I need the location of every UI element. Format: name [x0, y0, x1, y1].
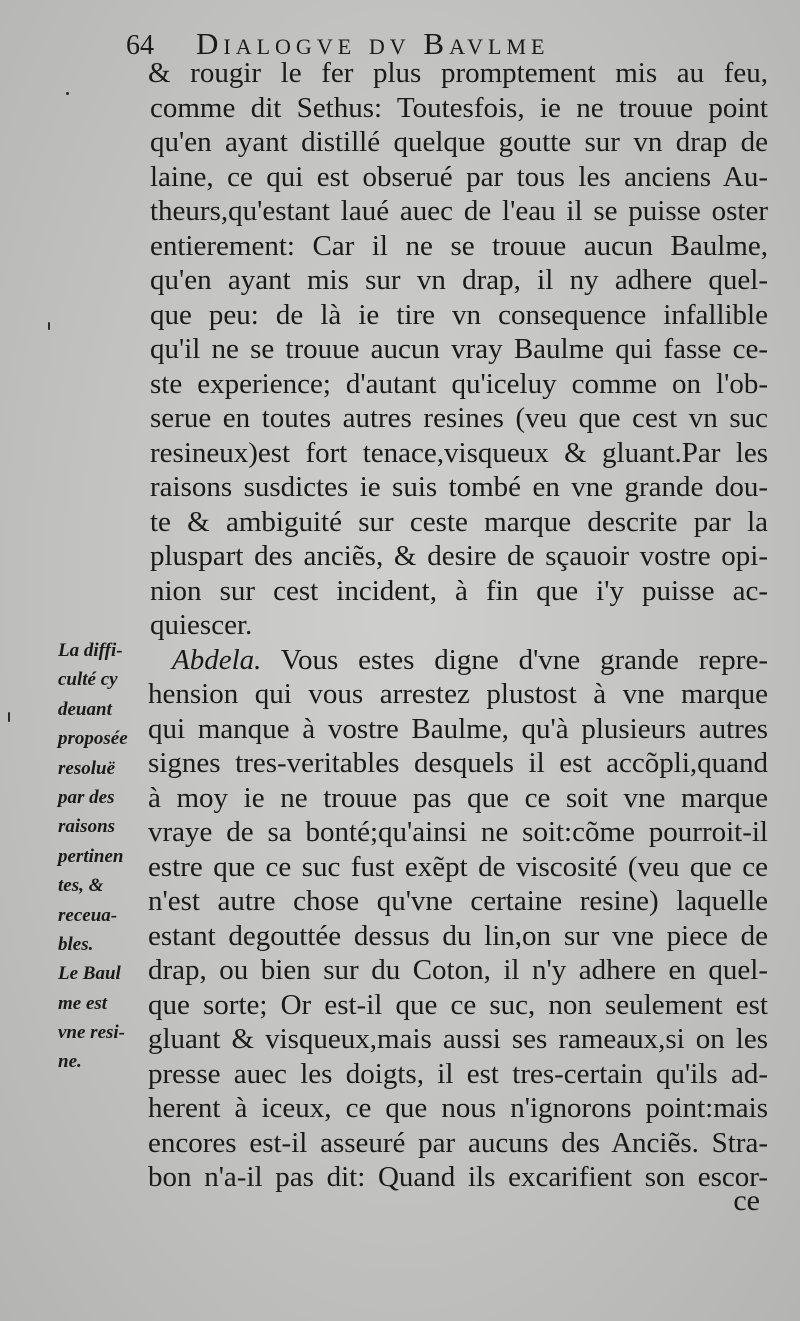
- speech-first-line: Vous estes digne d'vne grande repre-: [280, 643, 768, 676]
- speech-line: bon n'a-il pas dit: Quand ils excarifient son escor-: [148, 1161, 768, 1193]
- speech-line: herent à iceux, ce que nous n'ignorons point:mais: [148, 1092, 768, 1124]
- speech-line: vraye de sa bonté;qu'ainsi ne soit:cõme pourroit-il: [148, 816, 768, 848]
- margin-note-line: La diffi-: [58, 640, 123, 661]
- text-line: serue en toutes autres resines (veu que cest vn suc: [150, 402, 768, 434]
- main-text-block: [128, 56, 768, 1195]
- speaker-name: Abdela.: [172, 643, 262, 676]
- speech-line: estre que ce suc fust exẽpt de viscosité (veu que ce: [148, 850, 768, 883]
- catchword: ce: [733, 1184, 760, 1217]
- speech-line: signes tres-veritables desquels il est accõpli,quand: [148, 747, 768, 779]
- margin-note-line: Le Baul: [58, 963, 121, 985]
- text-line: qu'il ne se trouue aucun vray Baulme qui fasse ce-: [150, 333, 768, 365]
- speech-line: estant degouttée dessus du lin,on sur vne piece de: [148, 919, 768, 952]
- margin-note-line: proposée: [58, 728, 128, 750]
- ink-speck: [8, 712, 10, 722]
- text-line: qu'en ayant distillé quelque goutte sur vn drap de: [150, 126, 768, 158]
- text-line: te & ambiguité sur ceste marque descrite par la: [150, 505, 768, 538]
- page-number: 64: [126, 30, 154, 61]
- margin-note-line: me est: [58, 992, 108, 1014]
- text-line: resineux)est fort tenace,visqueux & gluant.Par les: [150, 436, 768, 469]
- margin-note-line: pertinen: [58, 845, 124, 867]
- text-line: raisons susdictes ie suis tombé en vne grande dou-: [150, 471, 768, 503]
- margin-note-line: bles.: [58, 933, 94, 955]
- speech-opening-line: [128, 643, 768, 678]
- speech-line: gluant & visqueux,mais aussi ses rameaux,si on les: [148, 1023, 768, 1055]
- margin-note-line: resoluë: [58, 757, 115, 779]
- text-line: entierement: Car il ne se trouue aucun Baulme,: [150, 229, 768, 262]
- text-line: theurs,qu'estant laué auec de l'eau il se puisse oster: [150, 195, 768, 227]
- speech-line: à moy ie ne trouue pas que ce soit vne marque: [148, 781, 768, 814]
- text-line: que peu: de là ie tire vn consequence infallible: [150, 298, 768, 331]
- speech-line: n'est autre chose qu'vne certaine resine) laquelle: [148, 885, 768, 917]
- running-head: Dialogve dv Bavlme: [196, 26, 550, 61]
- text-line: pluspart des anciẽs, & desire de sçauoir vostre opi-: [150, 540, 768, 572]
- text-line: quiescer.: [150, 609, 253, 641]
- margin-note: [58, 636, 148, 1077]
- margin-note-line: deuant: [58, 698, 112, 720]
- margin-note-line: receua-: [58, 904, 118, 926]
- text-line: ste experience; d'autant qu'iceluy comme on l'ob-: [150, 367, 768, 400]
- text-line: & rougir le fer plus promptement mis au feu,: [148, 57, 768, 89]
- speech-line: que sorte; Or est-il que ce suc, non seulement est: [148, 988, 768, 1021]
- text-line: laine, ce qui est obserué par tous les anciens Au-: [150, 160, 768, 193]
- speech-line: hension qui vous arrestez plustost à vne marque: [148, 678, 768, 710]
- ink-speck: [48, 322, 50, 330]
- speech-line: encores est-il asseuré par aucuns des Anciẽs. Stra-: [148, 1126, 768, 1159]
- margin-note-line: ne.: [58, 1051, 82, 1073]
- margin-note-line: vne resi-: [58, 1022, 126, 1044]
- speech-line: qui manque à vostre Baulme, qu'à plusieurs autres: [148, 712, 768, 745]
- speech-line: presse auec les doigts, il est tres-certain qu'ils ad-: [148, 1057, 768, 1090]
- ink-speck: [66, 92, 69, 95]
- text-line: qu'en ayant mis sur vn drap, il ny adhere quel-: [150, 264, 768, 296]
- margin-note-line: culté cy: [58, 669, 118, 691]
- margin-note-line: par des: [58, 786, 115, 808]
- text-line: nion sur cest incident, à fin que i'y puisse ac-: [150, 574, 768, 607]
- speech-line: drap, ou bien sur du Coton, il n'y adhere en quel-: [148, 954, 768, 986]
- text-line: comme dit Sethus: Toutesfois, ie ne trouue point: [150, 91, 768, 124]
- margin-note-line: raisons: [58, 816, 116, 838]
- margin-note-line: tes, &: [58, 875, 104, 897]
